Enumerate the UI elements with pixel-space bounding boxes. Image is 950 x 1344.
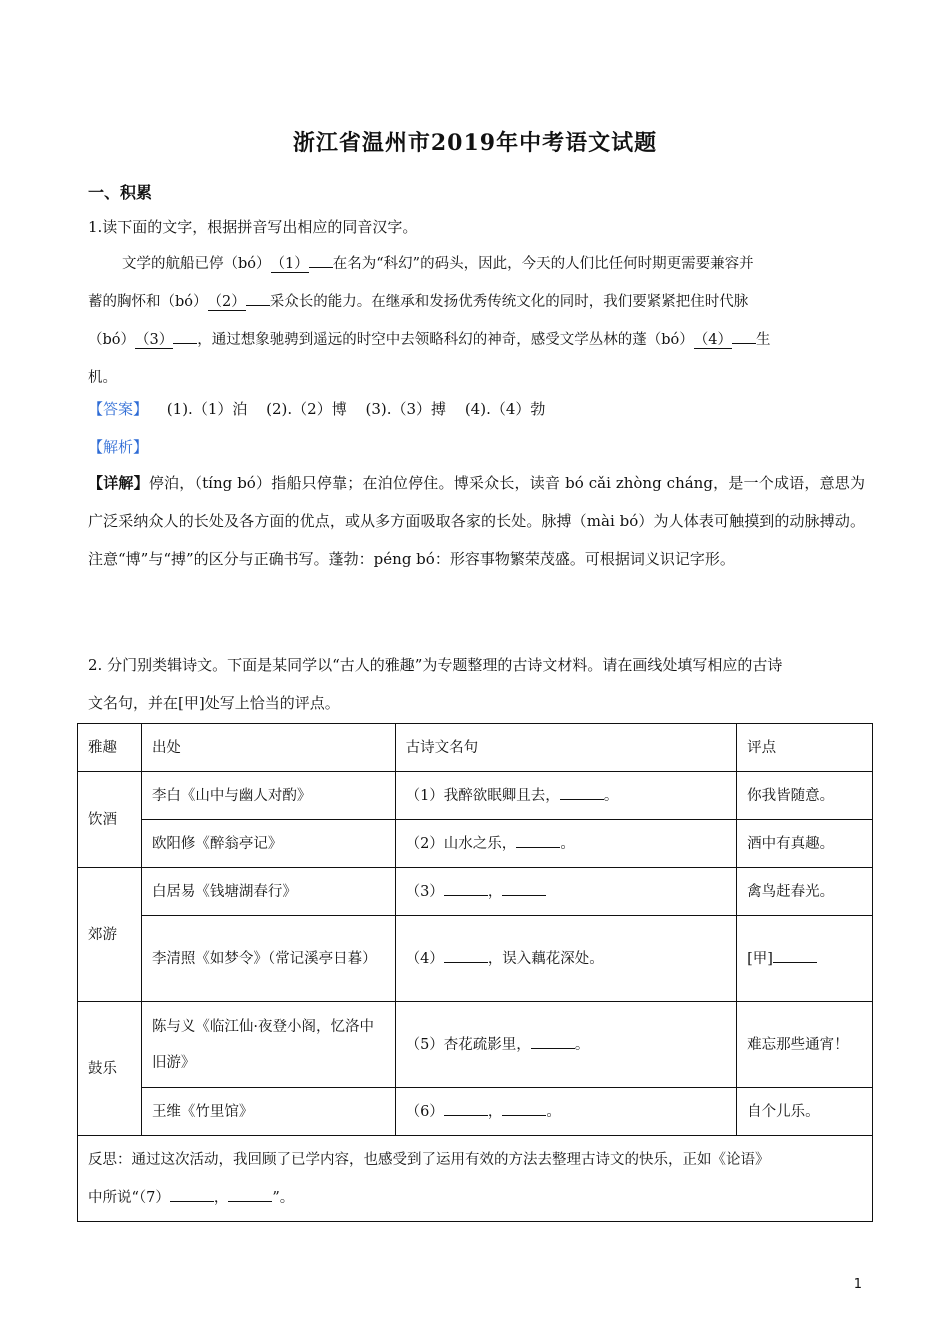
source-cell: 李清照《如梦令》（常记溪亭日暮）: [141, 916, 395, 1002]
analysis-label: 【解析】: [88, 438, 149, 456]
answer-item: (4).（4）勃: [464, 400, 546, 418]
quote-cell: （1）我醉欲眠卿且去， 。: [395, 772, 737, 820]
source-cell: 王维《竹里馆》: [141, 1088, 395, 1136]
answer-line: [88, 398, 545, 419]
table-row: [78, 868, 873, 916]
source-cell: 陈与义《临江仙·夜登小阁，忆洛中旧游》: [141, 1002, 395, 1088]
answer-blank[interactable]: [228, 1187, 272, 1202]
source-cell: 白居易《钱塘湖春行》: [141, 868, 395, 916]
header-cell: 雅趣: [78, 724, 142, 772]
passage-line-2: 蓄的胸怀和（bó）（2） 采众长的能力。在继承和发扬优秀传统文化的同时，我们要紧紧把住时代脉: [88, 290, 748, 311]
passage-line-1: 文学的航船已停（bó）（1） 在名为“科幻”的码头，因此，今天的人们比任何时期更需要兼容并: [122, 252, 754, 273]
comment-cell: 自个儿乐。: [737, 1088, 873, 1136]
answer-blank[interactable]: [444, 1101, 488, 1116]
q2-prompt-line-2: 文名句，并在[甲]处写上恰当的评点。: [88, 694, 340, 712]
group-cell: 鼓乐: [78, 1002, 142, 1136]
comment-cell: 禽鸟赶春光。: [737, 868, 873, 916]
answer-blank[interactable]: [531, 1034, 575, 1049]
blank-1[interactable]: （1）: [270, 256, 309, 272]
passage-line-3: （bó）（3） ，通过想象驰骋到遥远的时空中去领略科幻的神奇，感受文学丛林的蓬（bó）（4） 生: [88, 328, 771, 349]
source-cell: 欧阳修《醉翁亭记》: [141, 820, 395, 868]
table-row: [78, 772, 873, 820]
comment-cell: 你我皆随意。: [737, 772, 873, 820]
header-cell: 评点: [737, 724, 873, 772]
section-heading: 一、积累: [88, 183, 153, 202]
answer-blank[interactable]: [560, 785, 604, 800]
table-row: [78, 820, 873, 868]
answer-item: (2).（2）博: [266, 400, 347, 418]
answer-item: (1).（1）泊: [166, 400, 248, 418]
quote-cell: （6） ， 。: [395, 1088, 737, 1136]
comment-cell: 难忘那些通宵！: [737, 1002, 873, 1088]
reflection-cell: 反思：通过这次活动，我回顾了已学内容，也感受到了运用有效的方法去整理古诗文的快乐，正如《论语》 中所说“（7） ， ”。: [78, 1136, 873, 1222]
quote-cell: （4） ，误入藕花深处。: [395, 916, 737, 1002]
quote-cell: （3） ，: [395, 868, 737, 916]
answer-blank[interactable]: [444, 948, 488, 963]
header-cell: 出处: [141, 724, 395, 772]
page-number: 1: [853, 1277, 862, 1292]
q1-prompt: 1.读下面的文字，根据拼音写出相应的同音汉字。: [88, 218, 418, 236]
detail-label: 【详解】: [88, 474, 149, 492]
answer-blank[interactable]: [170, 1187, 214, 1202]
answer-blank[interactable]: [444, 881, 488, 896]
reflection-row: [78, 1136, 873, 1222]
detail-paragraph: [88, 464, 865, 578]
answer-blank[interactable]: [773, 948, 817, 963]
table-header-row: [78, 724, 873, 772]
blank-4[interactable]: （4）: [693, 332, 732, 348]
quote-cell: （5）杏花疏影里， 。: [395, 1002, 737, 1088]
quote-cell: （2）山水之乐， 。: [395, 820, 737, 868]
comment-cell: 酒中有真趣。: [737, 820, 873, 868]
answer-item: (3).（3）搏: [365, 400, 447, 418]
source-cell: 李白《山中与幽人对酌》: [141, 772, 395, 820]
table-row: [78, 1002, 873, 1088]
blank-3[interactable]: （3）: [135, 332, 174, 348]
group-cell: 郊游: [78, 868, 142, 1002]
answer-blank[interactable]: [516, 833, 560, 848]
table-row: [78, 1088, 873, 1136]
detail-text: 停泊，（tíng bó）指船只停靠；在泊位停住。博采众长，读音 bó cǎi zhòng cháng，是一个成语，意思为广泛采纳众人的长处及各方面的优点，或从多方面吸取各家的长处。脉搏（mài bó）为人体表可触摸到的动脉搏动。注意“博”与“搏”的区分与正确书写。蓬勃：péng bó：形容事物繁荣茂盛。可根据词义识记字形。: [88, 474, 865, 568]
blank-2[interactable]: （2）: [207, 294, 246, 310]
passage-line-4: 机。: [88, 370, 117, 386]
comment-cell: [甲]: [737, 916, 873, 1002]
group-cell: 饮酒: [78, 772, 142, 868]
q2-prompt-line-1: 2. 分门别类辑诗文。下面是某同学以“古人的雅趣”为专题整理的古诗文材料。请在画线处填写相应的古诗: [88, 656, 783, 674]
answer-blank[interactable]: [502, 1101, 546, 1116]
answer-blank[interactable]: [502, 881, 546, 896]
page-title: 浙江省温州市2019年中考语文试题: [292, 130, 658, 156]
poem-table: [77, 723, 873, 1222]
answer-label: 【答案】: [88, 400, 149, 418]
table-row: [78, 916, 873, 1002]
header-cell: 古诗文名句: [395, 724, 737, 772]
